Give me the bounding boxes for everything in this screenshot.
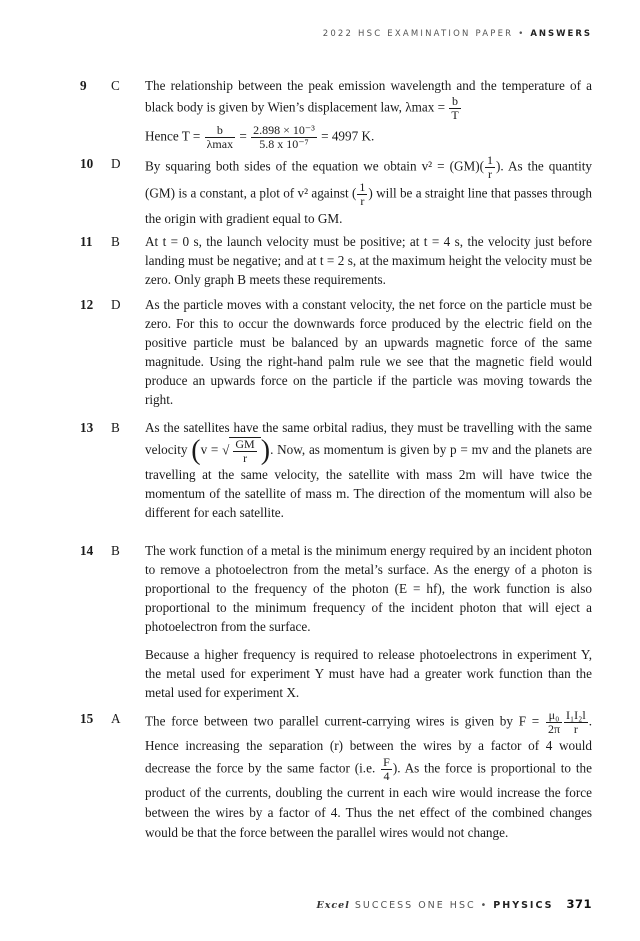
explanation-text: ). As the force is proportional to the product of the currents, doubling the current in each wire would increase the force between the wires by a factor of 4. Thus the net effect of the combined changes would be that the force between the parallel wires would not change.: [145, 760, 593, 840]
footer-separator: •: [480, 900, 489, 911]
question-number: 14: [80, 543, 94, 558]
answer-letter: A: [111, 711, 121, 726]
footer-brand: Excel: [316, 900, 350, 911]
fraction: $\frac{1}{r}$: [487, 153, 494, 181]
explanation-text: . Now, as momentum is given by p = mv and the planets are travelling at the same velocity, the satellite with mass 2m will have twice the momentum of the satellite of mass m. The direction of the momentum will also be different for each satellite.: [145, 442, 593, 520]
answer-letter: D: [111, 297, 121, 312]
answer-letter: B: [111, 543, 120, 558]
footer-subject: PHYSICS: [493, 900, 554, 911]
answer-explanation: As the satellites have the same orbital radius, they must be travelling with the same velocity (v = √ $\frac{GM}{r}$ ). Now, as momentum is given by p = mv and the planets are travelling at the same velocity, the satellite with mass 2m will have twice the momentum of the satellite of mass m. The direction of the momentum will also be different for each satellite.: [145, 420, 593, 520]
fraction: $\frac{1}{r}$: [359, 180, 366, 208]
question-number: 10: [80, 156, 94, 171]
page-header: [323, 29, 592, 39]
question-number: 9: [80, 78, 87, 93]
question-number: 13: [80, 420, 94, 435]
answer-explanation: [145, 154, 592, 229]
footer-series: SUCCESS ONE HSC: [354, 900, 476, 911]
explanation-text: As the satellites have the same orbital radius, they must be travelling with the same velocity: [145, 420, 592, 458]
answer-explanation: [145, 232, 592, 289]
formula-lhs: λmax =: [405, 99, 446, 115]
answer-letter: D: [111, 156, 121, 171]
square-root: √ $\frac{GM}{r}$: [222, 437, 261, 465]
header-separator: •: [518, 29, 526, 39]
explanation-text: The relationship between the peak emission wavelength and the temperature of a black body is given by Wien’s displacement law,: [145, 78, 592, 115]
question-number: 15: [80, 711, 94, 726]
fraction: $\frac{b}{\lambda\max}$: [206, 123, 234, 151]
page-footer: [316, 897, 592, 911]
result-text: = 4997 K.: [321, 128, 375, 144]
answer-explanation: [145, 541, 592, 702]
question-number: 12: [80, 297, 94, 312]
fraction: $\frac{\text{2.898 × 10⁻³}}{\text{5.8 x 10⁻⁷}}$: [253, 123, 315, 151]
fraction: $\frac{\text{μ₀}}{2\pi}$: [547, 708, 560, 736]
fraction: $\frac{F}{4}$: [383, 755, 390, 783]
answer-explanation: [145, 295, 592, 409]
answer-letter: B: [111, 420, 120, 435]
explanation-text: ). As the quantity (GM) is a constant, a plot of v² against (: [145, 158, 592, 201]
answer-explanation: The force between two parallel current-carrying wires is given by F = $\frac{\text{μ₀}}{2\pi}$ $\frac{\text{I₁I₂l}}{r}$ . Hence increasing the separation (r) between the wires by a factor of 4 would decrease the force by the same factor (i.e. $\frac{F}{4}$ ). As the force is proportional to the product of the currents, doubling the current in each wire would increase the force between the wires by a factor of 4. Thus the net effect of the combined changes would be that the force between the parallel wires would not change.: [145, 708, 593, 840]
explanation-text: The work function of a metal is the minimum energy required by an incident photon to remove a photoelectron from the metal’s surface. As the energy of a photon is proportional to the frequency of the photon (E = hf), the work function is also proportional to the minimum frequency of the incident photon that will eject a photoelectron from the surface.: [145, 543, 592, 634]
header-title: 2022 HSC EXAMINATION PAPER: [322, 29, 514, 39]
explanation-text: Hence increasing the separation (r) between the wires by a factor of 4 would decrease the force by the same factor (i.e.: [145, 738, 592, 776]
explanation-text: As the particle moves with a constant velocity, the net force on the particle must be zero. For this to occur the downwards force produced by the electric field on the positive particle must be balanced by an upwards magnetic force of the same magnitude. Using the right-hand palm rule we see that the magnetic field would produce an upwards force on the particle if the particle was moving towards the right.: [145, 297, 592, 407]
formula-lhs: v =: [200, 442, 219, 458]
explanation-text: ) will be a straight line that passes through the origin with gradient equal to GM.: [145, 185, 592, 226]
answer-explanation: The relationship between the peak emission wavelength and the temperature of a black body is given by Wien’s displacement law, λmax = $\frac{b}{T}$ Hence T = $\frac{b}{\lambda\max}$ = $\frac{\text{2.898 × 10⁻³}}{\text{5.8 x 10⁻⁷}}$ = 4997 K.: [145, 78, 592, 151]
fraction: $\frac{b}{T}$: [451, 94, 459, 122]
header-section: ANSWERS: [530, 29, 592, 39]
explanation-text: The force between two parallel current-carrying wires is given by F =: [145, 713, 540, 729]
page-number: 371: [566, 897, 592, 911]
fraction: $\frac{\text{I₁I₂l}}{r}$: [566, 708, 586, 736]
explanation-text: Because a higher frequency is required to release photoelectrons in experiment Y, the metal used for experiment Y must have had a greater work function than the metal used for experiment X.: [145, 647, 592, 700]
hence-label: Hence T =: [145, 128, 201, 144]
answer-letter: B: [111, 234, 120, 249]
explanation-text: By squaring both sides of the equation we obtain v² = (GM)(: [145, 158, 485, 174]
question-number: 11: [80, 234, 93, 249]
explanation-text: At t = 0 s, the launch velocity must be positive; at t = 4 s, the velocity just before landing must be negative; and at t = 2 s, at the maximum height the velocity must be zero. Only graph B meets these requirements.: [145, 234, 592, 287]
answer-letter: C: [111, 78, 120, 93]
